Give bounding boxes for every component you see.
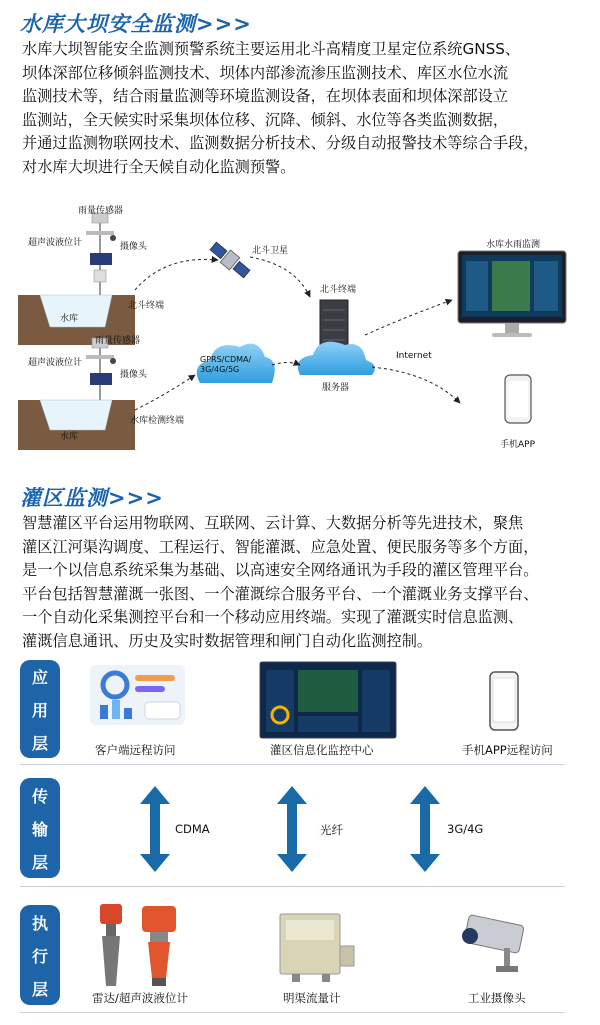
layer-char: 传	[31, 786, 48, 806]
text-line: 灌区江河渠沟调度、工程运行、智能灌溉、应急处置、便民服务等多个方面，	[22, 537, 539, 556]
text-line: 平台包括智慧灌溉一张图、一个灌溉综合服务平台、一个灌溉业务支撑平台、	[22, 584, 539, 603]
monitoring-station-upper	[86, 213, 116, 295]
arrow-server-to-phone	[372, 367, 460, 403]
industrial-camera-icon	[452, 914, 532, 976]
text-line: 水库大坝智能安全监测预警系统主要运用北斗高精度卫星定位系统GNSS、	[22, 40, 521, 58]
cloud-server-icon	[298, 342, 375, 375]
divider	[20, 886, 565, 887]
text-line: 对水库大坝进行全天候自动化监测预警。	[22, 157, 296, 176]
caption-radar-ultrasonic: 雷达/超声波液位计	[92, 991, 188, 1005]
arrow-station-to-cloud	[135, 375, 195, 410]
mobile-phone-icon	[484, 670, 524, 735]
text-line: 是一个以信息系统采集为基础、以高速安全网络通讯为手段的灌区管理平台。	[22, 561, 539, 579]
reservoir-lower	[18, 400, 135, 450]
divider	[20, 764, 565, 765]
arrow-satellite-to-server	[250, 257, 310, 297]
text-line: 智慧灌区平台运用物联网、互联网、云计算、大数据分析等先进技术，聚焦	[22, 514, 524, 532]
satellite-icon	[208, 240, 252, 281]
label-camera: 摄像头	[120, 370, 148, 380]
text-line: 一个自动化采集测控平台和一个移动应用终端。实现了灌溉实时信息监测、	[22, 608, 524, 626]
label-rain-sensor: 雨量传感器	[78, 206, 124, 216]
reservoir-description	[22, 38, 587, 179]
label-ultrasonic-level: 超声波液位计	[28, 358, 83, 368]
irrigation-description	[22, 512, 587, 653]
label-satellite: 北斗卫星	[252, 246, 289, 256]
label-reservoir: 水库	[60, 432, 79, 442]
caption-3g4g: 3G/4G	[447, 822, 484, 836]
label-reservoir: 水库	[60, 314, 79, 324]
layer-char: 层	[31, 733, 48, 753]
label-rain-sensor: 雨量传感器	[95, 336, 141, 346]
divider	[20, 1012, 565, 1013]
caption-cdma: CDMA	[175, 822, 210, 836]
caption-fiber: 光纤	[320, 823, 343, 837]
layer-char: 输	[31, 819, 48, 839]
label-monitor-title: 水库水雨监测	[486, 240, 541, 250]
label-internet: Internet	[396, 351, 432, 361]
reservoir-system-diagram	[0, 195, 600, 460]
layer-execution	[20, 905, 60, 1005]
section-title-irrigation: 灌区监测>>>	[20, 486, 164, 510]
monitor-icon	[458, 251, 566, 337]
arrow-station-to-satellite	[135, 259, 218, 290]
layer-char: 行	[31, 946, 48, 966]
label-monitor-terminal: 水库检测终端	[130, 416, 185, 426]
section-title-reservoir: 水库大坝安全监测>>>	[20, 12, 252, 36]
label-camera: 摄像头	[120, 242, 148, 252]
layer-application	[20, 660, 60, 758]
flow-meter-icon	[270, 906, 360, 986]
caption-flow-meter: 明渠流量计	[283, 991, 341, 1005]
label-phone-app: 手机APP	[500, 440, 536, 450]
arrow-server-to-monitor	[365, 300, 452, 335]
layer-char: 执	[31, 913, 48, 933]
label-beidou-terminal-center: 北斗终端	[320, 285, 357, 295]
double-arrow-icon	[410, 786, 440, 872]
label-beidou-terminal: 北斗终端	[128, 301, 165, 311]
caption-monitoring-center: 灌区信息化监控中心	[270, 743, 374, 757]
monitoring-station-lower	[86, 338, 116, 400]
text-line: 坝体深部位移倾斜监测技术、坝体内部渗流渗压监测技术、库区水位水流	[22, 63, 508, 82]
layer-transport	[20, 778, 60, 878]
caption-client-remote: 客户端远程访问	[95, 743, 176, 757]
radar-level-gauge-icon	[90, 898, 200, 988]
text-line: 并通过监测物联网技术、监测数据分析技术、分级自动报警技术等综合手段，	[22, 134, 539, 152]
client-dashboard-icon	[85, 660, 200, 735]
caption-mobile-app: 手机APP远程访问	[462, 743, 553, 757]
double-arrow-icon	[140, 786, 170, 872]
label-cloud-network: GPRS/CDMA/ 3G/4G/5G	[200, 355, 252, 374]
arrow-cloud-to-server	[272, 363, 300, 366]
monitoring-center-screen-icon	[258, 660, 398, 740]
layer-char: 层	[31, 852, 48, 872]
text-line: 监测站，全天候实时采集坝体位移、沉降、倾斜、水位等各类监测数据，	[22, 110, 508, 129]
layer-char: 层	[31, 979, 48, 999]
layer-char: 应	[31, 667, 48, 687]
text-line: 灌溉信息通讯、历史及实时数据管理和闸门自动化监测控制。	[22, 631, 433, 650]
text-line: 监测技术等，结合雨量监测等环境监测设备，在坝体表面和坝体深部设立	[22, 87, 508, 105]
label-server: 服务器	[322, 383, 350, 393]
diagram-graphics	[0, 195, 600, 460]
label-ultrasonic-level: 超声波液位计	[28, 238, 83, 248]
phone-icon	[505, 375, 531, 423]
double-arrow-icon	[277, 786, 307, 872]
caption-industrial-camera: 工业摄像头	[468, 991, 526, 1005]
layer-char: 用	[31, 700, 48, 720]
